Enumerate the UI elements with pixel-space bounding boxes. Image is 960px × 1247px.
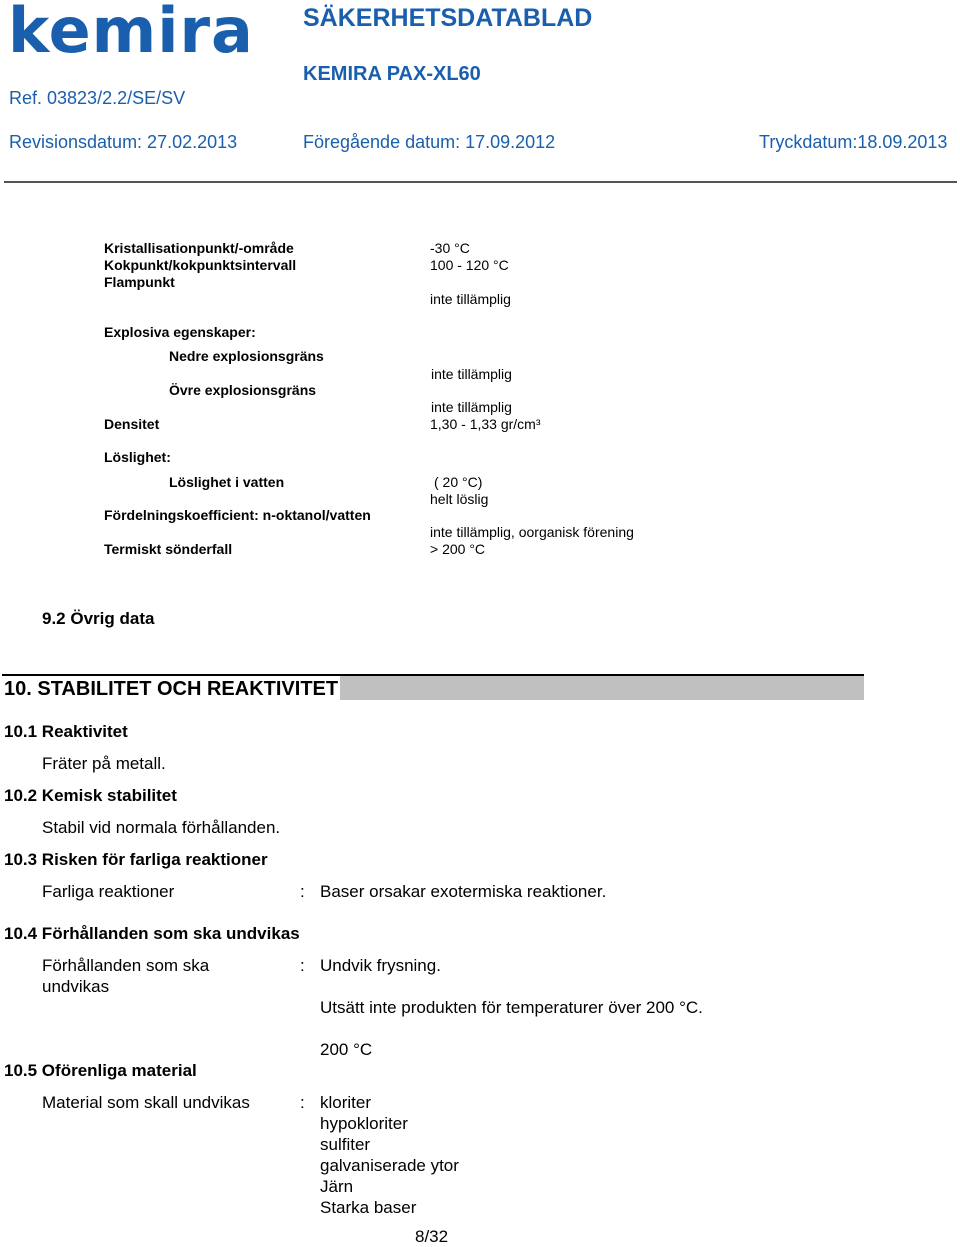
section-10-band (2, 674, 864, 700)
header-divider (4, 181, 957, 183)
flampunkt-label: Flampunkt (104, 274, 175, 290)
termiskt-value: > 200 °C (430, 541, 486, 557)
colon-separator: : (300, 1093, 305, 1112)
ovre-value: inte tillämplig (431, 399, 512, 415)
print-date: Tryckdatum:18.09.2013 (759, 132, 948, 152)
section-10-4-title: 10.4 Förhållanden som ska undvikas (4, 924, 300, 943)
product-name: KEMIRA PAX-XL60 (303, 63, 481, 85)
section-10-3-title: 10.3 Risken för farliga reaktioner (4, 850, 268, 869)
forhallanden-label-line1: Förhållanden som ska (42, 956, 210, 975)
section-10-title: 10. STABILITET OCH REAKTIVITET (4, 678, 339, 700)
page-number: 8/32 (415, 1227, 449, 1246)
densitet-value: 1,30 - 1,33 gr/cm³ (430, 416, 541, 432)
kokpunkt-value: 100 - 120 °C (430, 257, 509, 273)
densitet-label: Densitet (104, 416, 160, 432)
document-title: SÄKERHETSDATABLAD (303, 4, 593, 32)
loslighet-label: Löslighet: (104, 449, 171, 465)
material-label: Material som skall undvikas (42, 1093, 250, 1112)
colon-separator: : (300, 956, 305, 975)
material-item: Starka baser (320, 1198, 417, 1217)
fordelning-value: inte tillämplig, oorganisk förening (430, 524, 634, 540)
loslighet-vatten-label: Löslighet i vatten (169, 474, 285, 490)
colon-separator: : (300, 882, 305, 901)
explosiva-label: Explosiva egenskaper: (104, 324, 256, 340)
forhallanden-label-line2: undvikas (42, 977, 110, 996)
termiskt-label: Termiskt sönderfall (104, 541, 233, 557)
loslighet-vatten-temp: ( 20 °C) (434, 474, 483, 490)
kemira-logo: kemira (8, 0, 254, 67)
forhallanden-value-3: 200 °C (320, 1040, 373, 1059)
material-item: kloriter (320, 1093, 372, 1112)
farliga-reaktioner-label: Farliga reaktioner (42, 882, 175, 901)
stabilitet-text: Stabil vid normala förhållanden. (42, 818, 281, 837)
farliga-reaktioner-value: Baser orsakar exotermiska reaktioner. (320, 882, 607, 901)
section-9-2-title: 9.2 Övrig data (42, 609, 155, 628)
nedre-label: Nedre explosionsgräns (169, 348, 324, 364)
flampunkt-value: inte tillämplig (430, 291, 511, 307)
previous-date: Föregående datum: 17.09.2012 (303, 132, 556, 152)
material-item: hypokloriter (320, 1114, 408, 1133)
fordelning-label: Fördelningskoefficient: n-oktanol/vatten (104, 507, 371, 523)
forhallanden-value-1: Undvik frysning. (320, 956, 441, 975)
revision-date: Revisionsdatum: 27.02.2013 (9, 132, 238, 152)
kristall-value: -30 °C (430, 240, 470, 256)
nedre-value: inte tillämplig (431, 366, 512, 382)
kokpunkt-label: Kokpunkt/kokpunktsintervall (104, 257, 297, 273)
material-item: Järn (320, 1177, 354, 1196)
forhallanden-value-2: Utsätt inte produkten för temperaturer över 200 °C. (320, 998, 703, 1017)
material-item: galvaniserade ytor (320, 1156, 459, 1175)
loslighet-vatten-value: helt löslig (430, 491, 489, 507)
material-item: sulfiter (320, 1135, 371, 1154)
document-ref: Ref. 03823/2.2/SE/SV (9, 88, 186, 108)
section-10-1-title: 10.1 Reaktivitet (4, 722, 128, 741)
ovre-label: Övre explosionsgräns (169, 382, 317, 398)
kristall-label: Kristallisationpunkt/-område (104, 240, 294, 256)
section-10-5-title: 10.5 Oförenliga material (4, 1061, 197, 1080)
reaktivitet-text: Fräter på metall. (42, 754, 166, 773)
section-10-2-title: 10.2 Kemisk stabilitet (4, 786, 177, 805)
